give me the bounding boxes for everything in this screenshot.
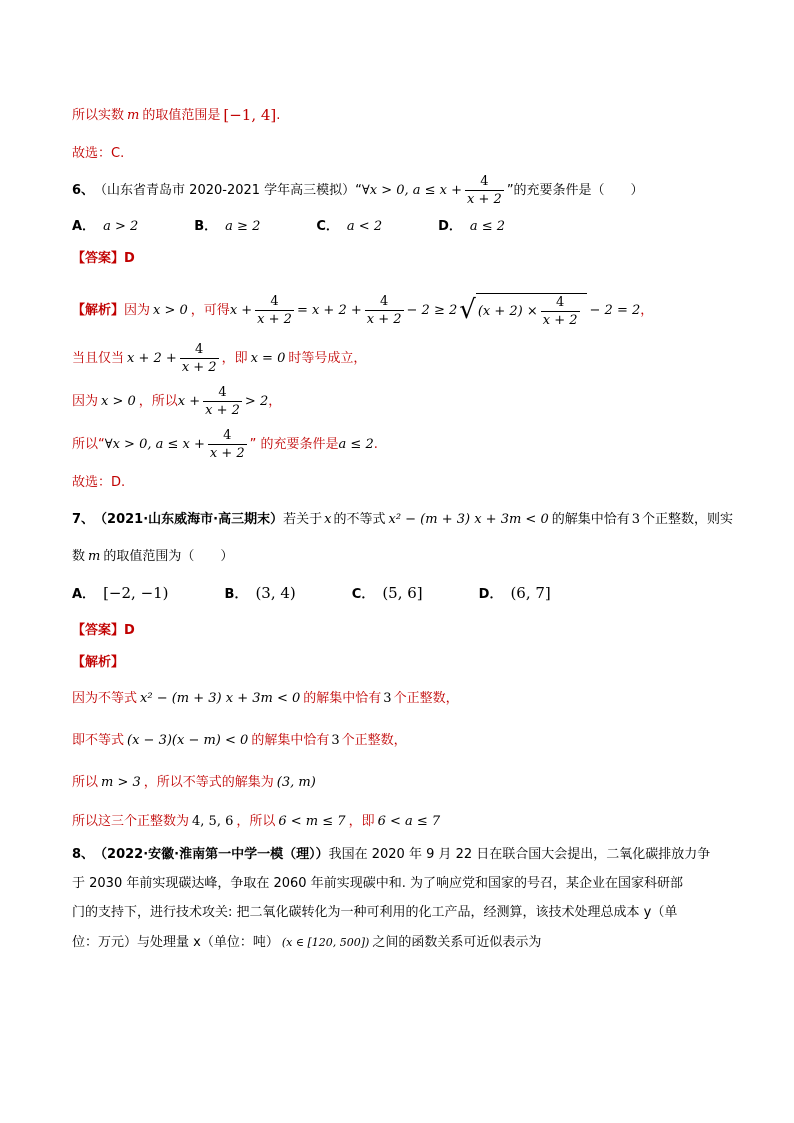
q6-options — [72, 220, 561, 233]
math-x: x — [324, 512, 332, 527]
option-key: A． — [72, 587, 96, 602]
question-7-line-2 — [72, 550, 233, 563]
option-key: D． — [478, 587, 503, 602]
fraction — [465, 175, 504, 206]
option-b[interactable] — [225, 586, 296, 601]
solution-7-line-3 — [72, 776, 316, 789]
solution-6-line-3 — [72, 383, 281, 419]
option-value: a > 2 — [103, 219, 139, 234]
text: 故选：C. — [72, 146, 125, 161]
text: ，所以 — [236, 814, 276, 829]
solution-7-line-1 — [72, 692, 459, 705]
text: 所以这三个正整数为 — [72, 814, 190, 829]
math-expr: x > 0 — [101, 393, 136, 409]
numerator: 4 — [218, 384, 227, 400]
numerator: 4 — [223, 427, 232, 443]
math-expr: x = 0 — [250, 350, 286, 366]
denominator: x + 2 — [181, 359, 217, 375]
text: 个正整数， — [341, 733, 407, 748]
text: ，所以不等式的解集为 — [143, 775, 274, 790]
text: 数 — [72, 549, 86, 564]
math-expr: ∀x > 0, a ≤ x + — [104, 436, 205, 452]
math-expr: x + 2 + — [127, 350, 177, 366]
text: 个正整数， — [393, 691, 459, 706]
math-expr: x > 0 — [153, 302, 188, 318]
question-8-line-3 — [72, 906, 677, 919]
math-expr: (3, m) — [276, 775, 316, 790]
q7-options — [72, 586, 607, 601]
math-m: m — [127, 108, 140, 123]
radical-sign-icon: √ — [459, 295, 476, 325]
math-expr: − 2 ≥ 2 — [406, 302, 458, 318]
numerator: 4 — [195, 341, 204, 357]
fraction — [180, 343, 219, 374]
option-d[interactable] — [479, 586, 551, 601]
fraction — [541, 296, 580, 327]
fraction — [255, 295, 294, 326]
radicand — [476, 293, 587, 327]
text: 个正整数，则实 — [642, 512, 734, 527]
text: 我国在 2020 年 9 月 22 日在联合国大会提出，二氧化碳排放力争 — [328, 847, 711, 862]
question-8-line-4 — [72, 936, 541, 949]
math-range: [−1, 4] — [223, 106, 277, 124]
math-expr: 6 < a ≤ 7 — [377, 814, 441, 829]
fraction — [365, 295, 404, 326]
question-7 — [72, 513, 733, 526]
math-expr: m > 3 — [101, 775, 141, 790]
text: 即不等式 — [72, 733, 125, 748]
numerator: 4 — [480, 173, 489, 189]
solution-6-line-2 — [72, 340, 366, 376]
solution-tag: 【解析】 — [72, 302, 125, 318]
math-expr: (x ∈ [120, 500]) — [281, 936, 370, 949]
text: 门的支持下，进行技术攻关: 把二氧化碳转化为一种可利用的化工产品，经测算，该技术处理总成本 y（单 — [72, 905, 678, 920]
option-value: [−2, −1) — [103, 584, 169, 602]
solution-7-line-4 — [72, 815, 440, 828]
option-value: a ≥ 2 — [225, 219, 261, 234]
conclusion-line — [72, 108, 280, 123]
math-m: m — [88, 549, 101, 564]
math-expr: x + — [229, 302, 253, 318]
text: ” 的充要条件是 — [249, 436, 339, 452]
option-value: a < 2 — [346, 219, 383, 234]
text: 于 2030 年前实现碳达峰，争取在 2060 年前实现碳中和. 为了响应党和国家的号召，某企业在国家科研部 — [72, 876, 683, 891]
math-expr: − 2 = 2 — [589, 302, 641, 318]
text: ，即 — [348, 814, 375, 829]
text: 的解集中恰有 — [251, 733, 330, 748]
option-b[interactable] — [194, 220, 260, 233]
denominator: x + 2 — [467, 191, 502, 207]
option-key: C． — [316, 219, 339, 234]
option-key: A． — [72, 219, 96, 234]
text: 时等号成立， — [288, 350, 367, 366]
option-value: a ≤ 2 — [469, 219, 506, 234]
option-key: B． — [194, 219, 218, 234]
numerator: 4 — [379, 293, 389, 309]
math-expr: 4, 5, 6 — [192, 814, 234, 829]
answer-6 — [72, 252, 135, 265]
answer-7 — [72, 624, 135, 637]
text: ”的充要条件是（ ） — [506, 182, 644, 198]
fraction — [208, 429, 247, 460]
solution-7-tag — [72, 656, 124, 669]
math-number: 3 — [331, 733, 340, 748]
math-expr: ∀x > 0, a ≤ x + — [361, 182, 463, 198]
option-d[interactable] — [438, 220, 505, 233]
option-c[interactable] — [316, 220, 382, 233]
fraction — [203, 386, 242, 417]
question-8-line-1 — [72, 848, 710, 861]
text: ，所以 — [138, 393, 178, 409]
text: 的解集中恰有 — [303, 691, 382, 706]
choice-line — [72, 147, 124, 160]
question-8-line-2 — [72, 877, 683, 890]
text: 之间的函数关系可近似表示为 — [372, 935, 542, 950]
option-key: C． — [351, 587, 375, 602]
text: ， — [640, 302, 654, 318]
math-expr: (x + 2) × — [477, 304, 538, 319]
denominator: x + 2 — [542, 313, 578, 328]
answer-text: 【答案】D — [72, 623, 135, 638]
option-key: B． — [224, 587, 248, 602]
text: 的解集中恰有 — [551, 512, 630, 527]
text: 的取值范围为（ ） — [103, 549, 234, 564]
numerator: 4 — [270, 293, 279, 309]
text: ，即 — [221, 350, 248, 366]
text: 故选：D. — [72, 475, 126, 490]
text: 位：万元）与处理量 x（单位：吨） — [72, 935, 279, 950]
question-number: 8、 — [72, 847, 95, 862]
answer-text: 【答案】D — [72, 251, 135, 266]
text: 所以实数 — [72, 108, 125, 123]
text: 所以 — [72, 775, 99, 790]
choice-line-6 — [72, 476, 125, 489]
question-number: 6、 — [72, 182, 95, 198]
text: 当且仅当 — [72, 350, 125, 366]
question-source: （2021·山东威海市·高三期末） — [94, 512, 284, 527]
text: 所以“ — [72, 436, 105, 452]
text: 因为不等式 — [72, 691, 138, 706]
denominator: x + 2 — [205, 402, 240, 418]
question-source: （山东省青岛市 2020-2021 学年高三模拟）“ — [94, 182, 362, 198]
denominator: x + 2 — [366, 311, 402, 327]
solution-6-line-1 — [72, 290, 653, 330]
solution-7-line-2 — [72, 734, 407, 747]
math-expr: 6 < m ≤ 7 — [278, 814, 346, 829]
text: ，可得 — [190, 302, 230, 318]
solution-6-line-4 — [72, 426, 378, 462]
text: ， — [268, 393, 282, 409]
option-a[interactable] — [72, 586, 169, 601]
math-expr: (x − 3)(x − m) < 0 — [127, 733, 249, 748]
question-6 — [72, 172, 644, 208]
text: . — [373, 436, 378, 452]
math-expr: > 2 — [244, 393, 269, 409]
option-a[interactable] — [72, 220, 138, 233]
numerator: 4 — [556, 295, 565, 310]
text: 的不等式 — [333, 512, 386, 527]
denominator: x + 2 — [209, 445, 245, 461]
text: . — [276, 108, 281, 123]
text: 若关于 — [283, 512, 323, 527]
question-number: 7、 — [72, 512, 95, 527]
math-expr: x² − (m + 3) x + 3m < 0 — [388, 512, 549, 527]
option-value: (6, 7] — [510, 584, 551, 602]
math-number: 3 — [383, 691, 392, 706]
math-expr: a ≤ 2 — [338, 436, 374, 452]
option-value: (5, 6] — [382, 584, 423, 602]
math-expr: x² − (m + 3) x + 3m < 0 — [140, 691, 301, 706]
solution-tag: 【解析】 — [72, 655, 125, 670]
math-expr: x + — [177, 393, 201, 409]
option-value: (3, 4) — [255, 584, 296, 602]
denominator: x + 2 — [257, 311, 292, 327]
math-number: 3 — [631, 512, 641, 527]
question-source: （2022·安徽·淮南第一中学一模（理）） — [94, 847, 329, 862]
square-root — [459, 293, 586, 327]
text: 因为 — [72, 393, 99, 409]
option-key: D． — [438, 219, 462, 234]
math-expr: = x + 2 + — [296, 302, 362, 318]
text: 因为 — [124, 302, 151, 318]
option-c[interactable] — [352, 586, 423, 601]
text: 的取值范围是 — [142, 108, 221, 123]
